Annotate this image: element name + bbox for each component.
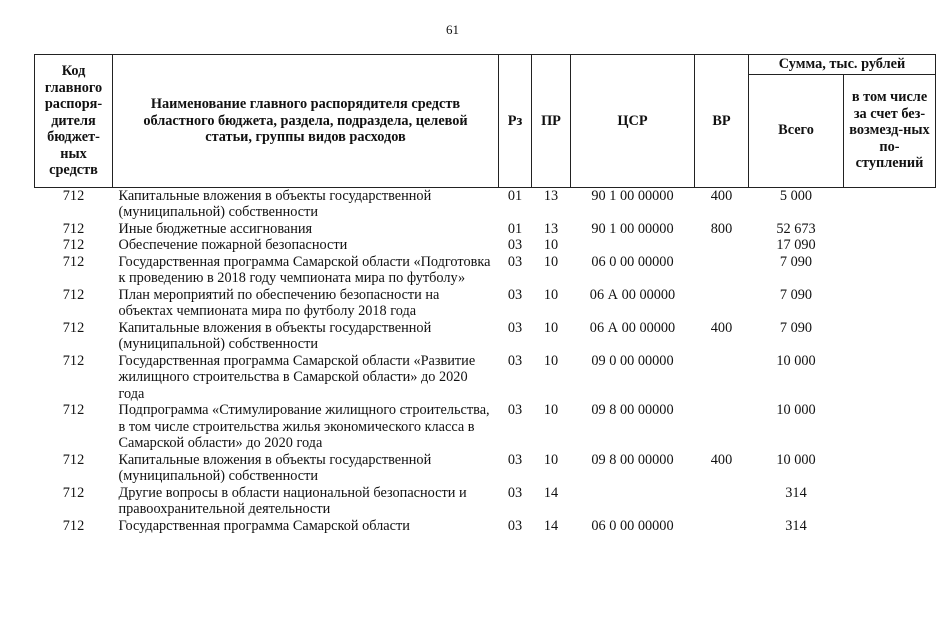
cell-vr <box>695 518 749 535</box>
cell-name: Другие вопросы в области национальной безопасности и правоохранительной деятельности <box>118 484 467 517</box>
cell-pr: 13 <box>543 220 559 237</box>
cell-rz: 03 <box>507 517 523 534</box>
cell-code: 712 <box>62 253 85 270</box>
cell-csr: 90 1 00 00000 <box>591 187 674 204</box>
cell-pr: 10 <box>543 253 559 270</box>
cell-csr: 90 1 00 00000 <box>591 220 674 237</box>
cell-name: Капитальные вложения в объекты государственной (муниципальной) собственности <box>118 451 432 484</box>
cell-vr <box>695 237 749 254</box>
cell-total: 17 090 <box>776 237 816 253</box>
cell-pr: 14 <box>543 517 559 534</box>
table-row <box>35 320 936 353</box>
cell-code: 712 <box>62 451 85 468</box>
table-row <box>35 402 936 452</box>
cell-rz: 03 <box>507 352 523 369</box>
page-number: 61 <box>446 22 459 37</box>
header-free: в том числе за счет без-возмезд-ных по-ступлений <box>844 74 936 187</box>
header-total: Всего <box>749 74 844 187</box>
cell-vr <box>695 485 749 518</box>
cell-name: Обеспечение пожарной безопасности <box>118 237 348 253</box>
cell-pr: 13 <box>543 187 559 204</box>
cell-free <box>844 287 936 320</box>
cell-free <box>844 402 936 452</box>
cell-code: 712 <box>62 319 85 336</box>
cell-vr <box>695 353 749 403</box>
cell-code: 712 <box>62 484 85 501</box>
table-row <box>35 221 936 238</box>
cell-pr: 10 <box>543 352 559 369</box>
cell-vr: 400 <box>710 451 733 468</box>
header-name: Наименование главного распорядителя средств областного бюджета, раздела, подраздела, целевой статьи, группы видов расходов <box>113 55 499 188</box>
cell-vr: 800 <box>710 220 733 237</box>
table-row <box>35 187 936 221</box>
cell-csr <box>571 237 695 254</box>
cell-vr <box>695 254 749 287</box>
cell-free <box>844 518 936 535</box>
table-row <box>35 287 936 320</box>
cell-rz: 03 <box>507 237 523 253</box>
cell-rz: 03 <box>507 402 523 418</box>
cell-pr: 10 <box>543 319 559 336</box>
cell-vr <box>695 287 749 320</box>
table-row <box>35 237 936 254</box>
cell-code: 712 <box>62 237 85 253</box>
table-row <box>35 254 936 287</box>
budget-table <box>34 54 936 534</box>
table-body <box>35 187 936 534</box>
cell-name: Государственная программа Самарской области <box>118 517 410 534</box>
header-pr: ПР <box>532 55 571 188</box>
cell-code: 712 <box>62 517 85 534</box>
header-csr: ЦСР <box>571 55 695 188</box>
cell-csr: 09 0 00 00000 <box>591 352 674 369</box>
header-rz: Рз <box>499 55 532 188</box>
cell-total: 7 090 <box>779 253 813 270</box>
cell-rz: 01 <box>507 187 523 204</box>
cell-rz: 03 <box>507 319 523 336</box>
cell-csr: 09 8 00 00000 <box>591 451 674 468</box>
cell-name: Капитальные вложения в объекты государственной (муниципальной) собственности <box>118 187 432 220</box>
cell-total: 5 000 <box>779 187 813 204</box>
cell-csr: 06 А 00 00000 <box>589 286 676 303</box>
header-vr: ВР <box>695 55 749 188</box>
cell-csr: 06 0 00 00000 <box>591 253 674 270</box>
cell-code: 712 <box>62 286 85 303</box>
cell-rz: 03 <box>507 286 523 303</box>
table-header <box>35 55 936 188</box>
cell-total: 314 <box>785 517 807 534</box>
cell-free <box>844 237 936 254</box>
cell-vr <box>695 402 749 452</box>
cell-name: Иные бюджетные ассигнования <box>118 220 313 237</box>
cell-free <box>844 320 936 353</box>
table-row <box>35 353 936 403</box>
cell-name: Капитальные вложения в объекты государственной (муниципальной) собственности <box>118 319 432 352</box>
cell-name: Государственная программа Самарской области «Развитие жилищного строительства в Самарской области» до 2020 года <box>118 352 476 402</box>
cell-name: Государственная программа Самарской области «Подготовка к проведению в 2018 году чемпионата мира по футболу» <box>118 253 491 286</box>
cell-rz: 03 <box>507 451 523 468</box>
cell-name: Подпрограмма «Стимулирование жилищного строительства, в том числе строительства жилья экономического класса в Самарской области» до 2020 года <box>118 402 490 451</box>
cell-pr: 10 <box>543 237 559 253</box>
cell-code: 712 <box>62 187 85 204</box>
cell-total: 10 000 <box>776 352 816 369</box>
cell-code: 712 <box>62 220 85 237</box>
cell-free <box>844 221 936 238</box>
cell-csr: 06 А 00 00000 <box>589 319 676 336</box>
cell-code: 712 <box>62 402 85 418</box>
cell-free <box>844 353 936 403</box>
cell-csr: 09 8 00 00000 <box>591 402 674 418</box>
cell-total: 10 000 <box>776 451 816 468</box>
cell-total: 7 090 <box>779 286 813 303</box>
header-code: Код главного распоря-дителя бюджет-ных средств <box>35 55 113 188</box>
table-row <box>35 518 936 535</box>
cell-free <box>844 187 936 221</box>
cell-code: 712 <box>62 352 85 369</box>
header-sum: Сумма, тыс. рублей <box>749 55 936 75</box>
cell-vr: 400 <box>710 187 733 204</box>
cell-pr: 10 <box>543 451 559 468</box>
cell-free <box>844 452 936 485</box>
cell-csr: 06 0 00 00000 <box>591 517 674 534</box>
table-row <box>35 485 936 518</box>
table-row <box>35 452 936 485</box>
cell-free <box>844 254 936 287</box>
cell-name: План мероприятий по обеспечению безопасности на объектах чемпионата мира по футболу 2018 года <box>118 286 440 319</box>
cell-pr: 10 <box>543 402 559 418</box>
cell-total: 10 000 <box>776 402 816 418</box>
cell-rz: 03 <box>507 484 523 501</box>
cell-total: 314 <box>785 484 807 501</box>
cell-rz: 03 <box>507 253 523 270</box>
cell-vr: 400 <box>710 319 733 336</box>
cell-csr <box>571 485 695 518</box>
cell-free <box>844 485 936 518</box>
cell-pr: 14 <box>543 484 559 501</box>
cell-total: 52 673 <box>776 220 816 237</box>
cell-total: 7 090 <box>779 319 813 336</box>
cell-pr: 10 <box>543 286 559 303</box>
cell-rz: 01 <box>507 220 523 237</box>
